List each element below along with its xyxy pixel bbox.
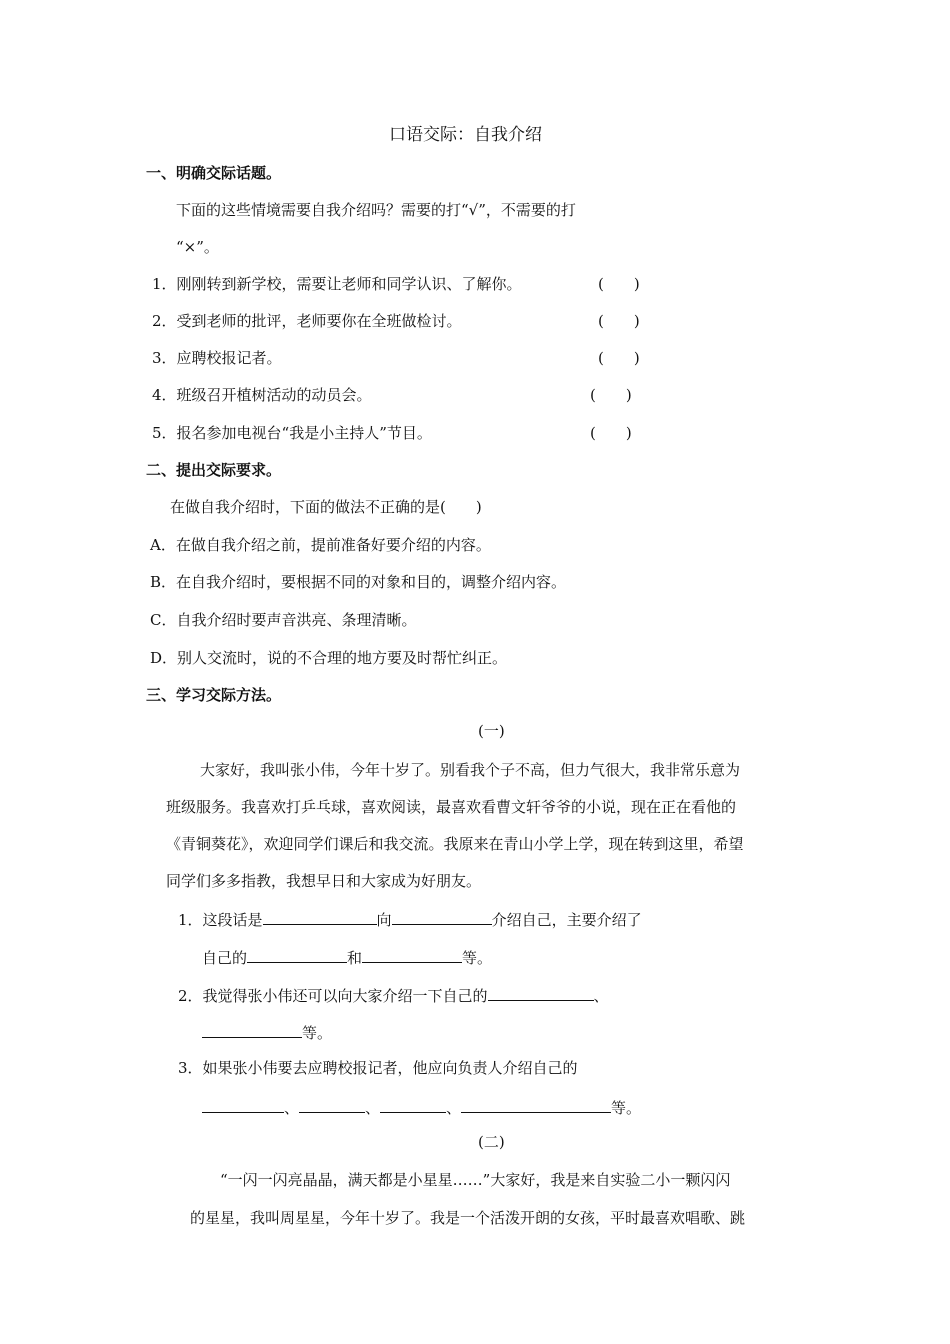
question-item: 1．刚刚转到新学校，需要让老师和同学认识、了解你。: [152, 275, 522, 293]
passage-1-line: 同学们多多指教，我想早日和大家成为好朋友。: [166, 872, 482, 890]
passage-1-line: 班级服务。我喜欢打乒乓球，喜欢阅读，最喜欢看曹文轩爷爷的小说，现在正在看他的: [166, 798, 737, 816]
question-2-text: 等。: [302, 1024, 333, 1042]
page-title: 口语交际：自我介绍: [389, 125, 542, 145]
answer-parentheses[interactable]: ( ): [598, 312, 640, 330]
question-1-text: 介绍自己，主要介绍了: [491, 911, 642, 929]
question-1-text: 1．这段话是: [178, 911, 263, 929]
passage-2-line: 的星星，我叫周星星，今年十岁了。我是一个活泼开朗的女孩，平时最喜欢唱歌、跳: [190, 1209, 746, 1227]
question-3-text: 等。: [611, 1099, 642, 1117]
question-item: 2．受到老师的批评，老师要你在全班做检讨。: [152, 312, 462, 330]
part-1-label: (一): [478, 722, 505, 740]
option-d: D．别人交流时，说的不合理的地方要及时帮忙纠正。: [150, 649, 508, 667]
question-2-text: 、: [593, 987, 609, 1005]
fill-blank[interactable]: [392, 908, 492, 925]
question-2-text: 2．我觉得张小伟还可以向大家介绍一下自己的: [178, 987, 488, 1005]
answer-parentheses[interactable]: ( ): [590, 386, 632, 404]
answer-parentheses[interactable]: ( ): [598, 349, 640, 367]
fill-blank[interactable]: [461, 1096, 611, 1113]
fill-blank[interactable]: [202, 1021, 302, 1038]
question-1-text: 向: [376, 911, 392, 929]
fill-blank[interactable]: [263, 908, 377, 925]
fill-blank[interactable]: [488, 984, 594, 1001]
question-item: 5．报名参加电视台“我是小主持人”节目。: [152, 424, 432, 442]
part-2-label: (二): [478, 1133, 505, 1151]
question-3-separator: 、: [284, 1099, 300, 1117]
option-b: B．在自我介绍时，要根据不同的对象和目的，调整介绍内容。: [150, 573, 567, 591]
question-3-separator: 、: [446, 1099, 462, 1117]
question-item: 4．班级召开植树活动的动员会。: [152, 386, 372, 404]
section-3-heading: 三、学习交际方法。: [146, 686, 282, 704]
fill-blank[interactable]: [247, 946, 347, 963]
question-1-line-2: [202, 946, 492, 968]
question-1-text: 等。: [462, 949, 493, 967]
section-1-instruction: 下面的这些情境需要自我介绍吗？需要的打“√”，不需要的打: [176, 201, 576, 219]
question-2-line-2: [202, 1021, 332, 1043]
question-3-line-2: [202, 1096, 641, 1118]
question-1-text: 自己的: [202, 949, 248, 967]
passage-1-line: 《青铜葵花》，欢迎同学们课后和我交流。我原来在青山小学上学，现在转到这里，希望: [166, 835, 744, 853]
answer-parentheses[interactable]: ( ): [598, 275, 640, 293]
fill-blank[interactable]: [202, 1096, 284, 1113]
section-2-heading: 二、提出交际要求。: [146, 461, 282, 479]
section-1-instruction-cont: “×”。: [176, 238, 219, 256]
passage-2-line: “一闪一闪亮晶晶，满天都是小星星……”大家好，我是来自实验二小一颗闪闪: [220, 1171, 731, 1189]
answer-parentheses[interactable]: ( ): [590, 424, 632, 442]
question-1-line-1: [178, 908, 642, 930]
option-c: C．自我介绍时要声音洪亮、条理清晰。: [150, 611, 417, 629]
question-3-line-1: 3．如果张小伟要去应聘校报记者，他应向负责人介绍自己的: [178, 1059, 578, 1077]
question-item: 3．应聘校报记者。: [152, 349, 282, 367]
option-a: A．在做自我介绍之前，提前准备好要介绍的内容。: [150, 536, 491, 554]
passage-1-line: 大家好，我叫张小伟，今年十岁了。别看我个子不高，但力气很大，我非常乐意为: [200, 761, 741, 779]
question-2-line-1: [178, 984, 609, 1006]
fill-blank[interactable]: [299, 1096, 365, 1113]
question-3-separator: 、: [365, 1099, 381, 1117]
section-2-question: 在做自我介绍时，下面的做法不正确的是( ): [170, 498, 482, 516]
fill-blank[interactable]: [380, 1096, 446, 1113]
fill-blank[interactable]: [362, 946, 462, 963]
section-1-heading: 一、明确交际话题。: [146, 164, 282, 182]
question-1-text: 和: [347, 949, 363, 967]
